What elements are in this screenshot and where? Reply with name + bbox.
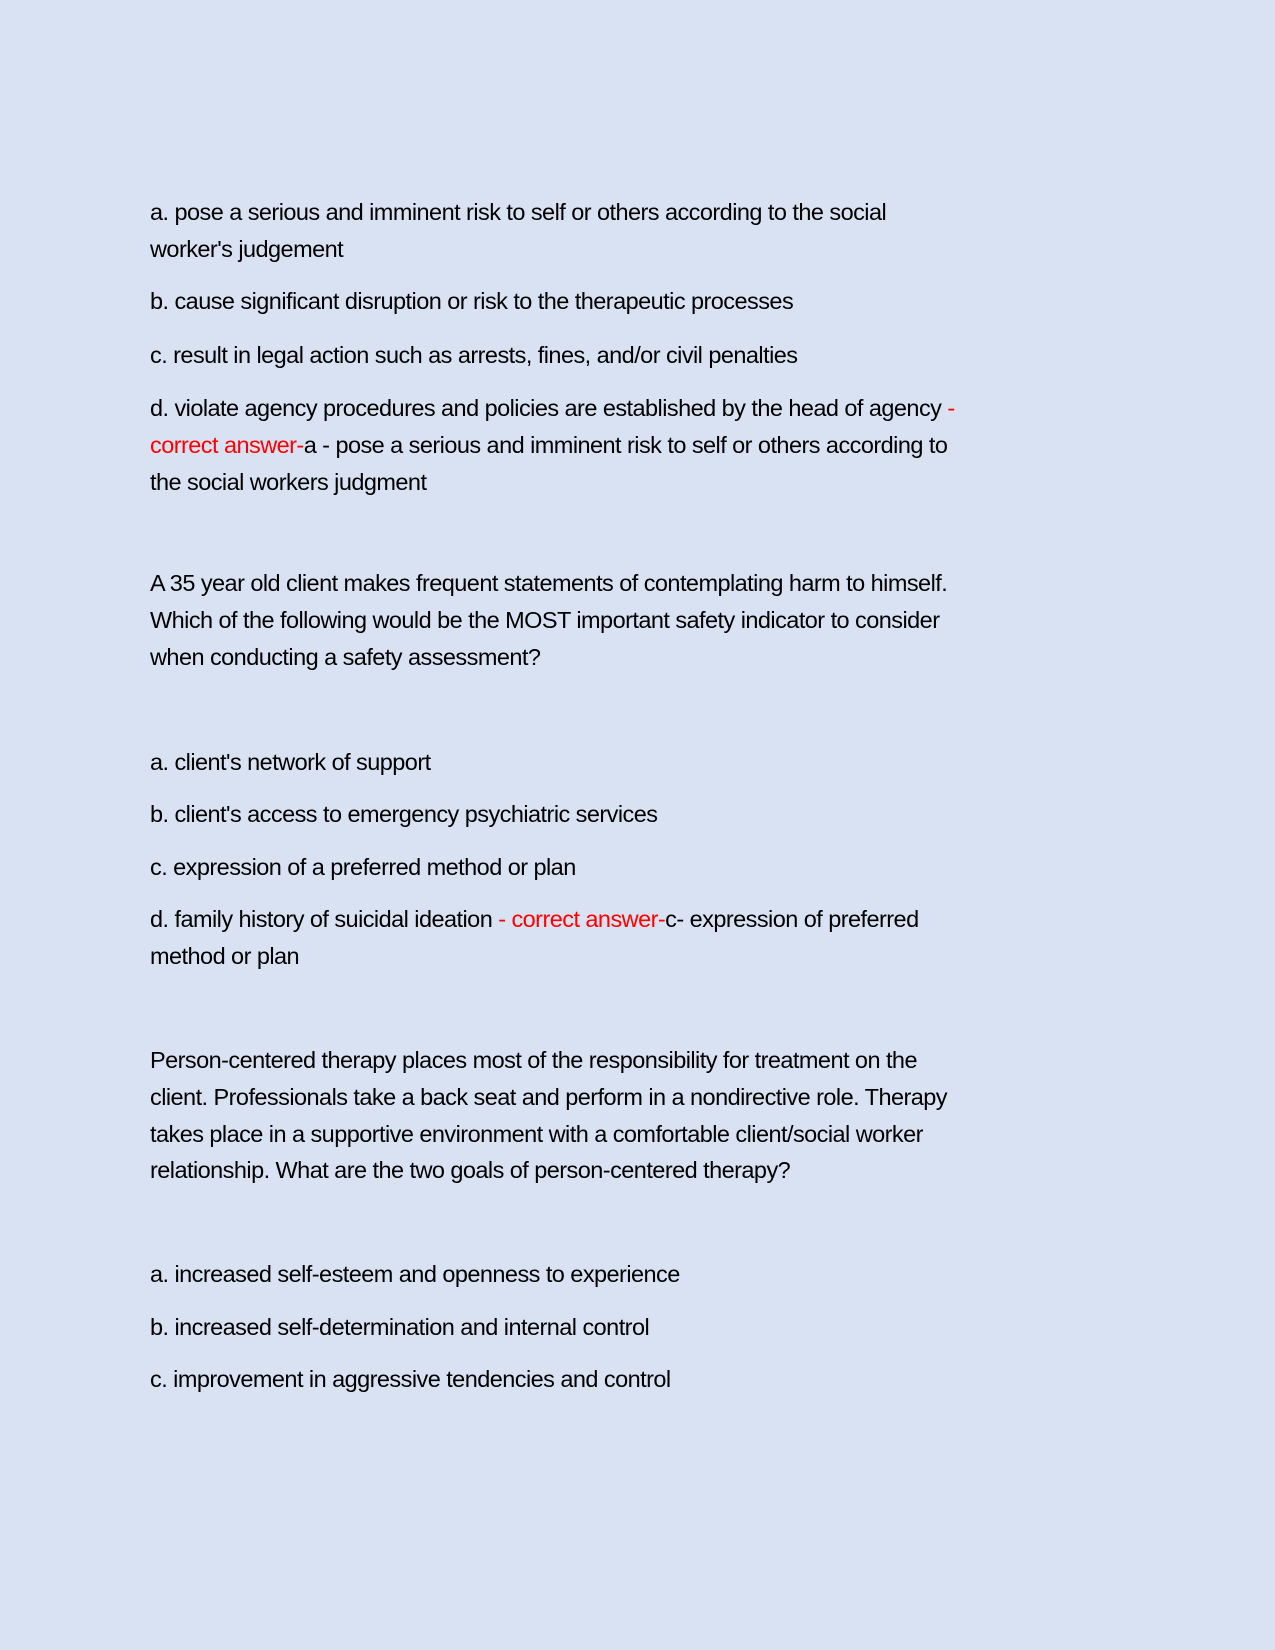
correct-answer-label: - correct answer- (498, 906, 666, 932)
text-line (150, 394, 955, 422)
text-line (150, 1156, 790, 1184)
text-line (150, 1046, 917, 1074)
text-line (150, 1083, 947, 1111)
text-segment: Person-centered therapy places most of the responsibility for treatment on the (150, 1047, 917, 1073)
text-segment: A 35 year old client makes frequent statements of contemplating harm to himself. (150, 570, 948, 596)
text-segment: a - pose a serious and imminent risk to self or others according to (303, 432, 948, 458)
text-segment: d. family history of suicidal ideation (150, 906, 499, 932)
text-line (150, 748, 431, 776)
text-segment: the social workers judgment (150, 469, 427, 495)
text-line (150, 569, 947, 597)
text-segment: b. increased self-determination and internal control (150, 1314, 650, 1340)
text-line (150, 341, 797, 369)
text-segment: b. cause significant disruption or risk to the therapeutic processes (150, 288, 794, 314)
text-line (150, 1313, 649, 1341)
text-line (150, 431, 947, 459)
correct-answer-label: correct answer- (150, 432, 304, 458)
text-line (150, 287, 793, 315)
text-line (150, 606, 939, 634)
text-segment: when conducting a safety assessment? (150, 644, 541, 670)
text-segment: a. pose a serious and imminent risk to self or others according to the social (150, 199, 887, 225)
text-segment: relationship. What are the two goals of person-centered therapy? (150, 1157, 791, 1183)
text-segment: takes place in a supportive environment with a comfortable client/social worker (150, 1121, 923, 1147)
text-segment: client. Professionals take a back seat and perform in a nondirective role. Therapy (150, 1084, 947, 1110)
text-segment: b. client's access to emergency psychiatric services (150, 801, 658, 827)
correct-answer-label: - (947, 395, 955, 421)
text-segment: d. violate agency procedures and policies are established by the head of agency (150, 395, 948, 421)
text-segment: a. increased self-esteem and openness to experience (150, 1261, 680, 1287)
text-line (150, 198, 886, 226)
text-line (150, 1260, 680, 1288)
text-line (150, 235, 343, 263)
text-line (150, 942, 299, 970)
text-segment: worker's judgement (150, 236, 344, 262)
text-segment: c. expression of a preferred method or plan (150, 854, 576, 880)
text-segment: method or plan (150, 943, 300, 969)
text-segment: c. result in legal action such as arrests, fines, and/or civil penalties (150, 342, 798, 368)
text-line (150, 643, 540, 671)
text-line (150, 1365, 671, 1393)
text-line (150, 853, 576, 881)
text-segment: Which of the following would be the MOST important safety indicator to consider (150, 607, 940, 633)
text-segment: a. client's network of support (150, 749, 431, 775)
text-line (150, 800, 657, 828)
text-line (150, 905, 919, 933)
text-segment: c. improvement in aggressive tendencies and control (150, 1366, 671, 1392)
text-segment: c- expression of preferred (665, 906, 919, 932)
text-line (150, 1120, 923, 1148)
text-line (150, 468, 426, 496)
